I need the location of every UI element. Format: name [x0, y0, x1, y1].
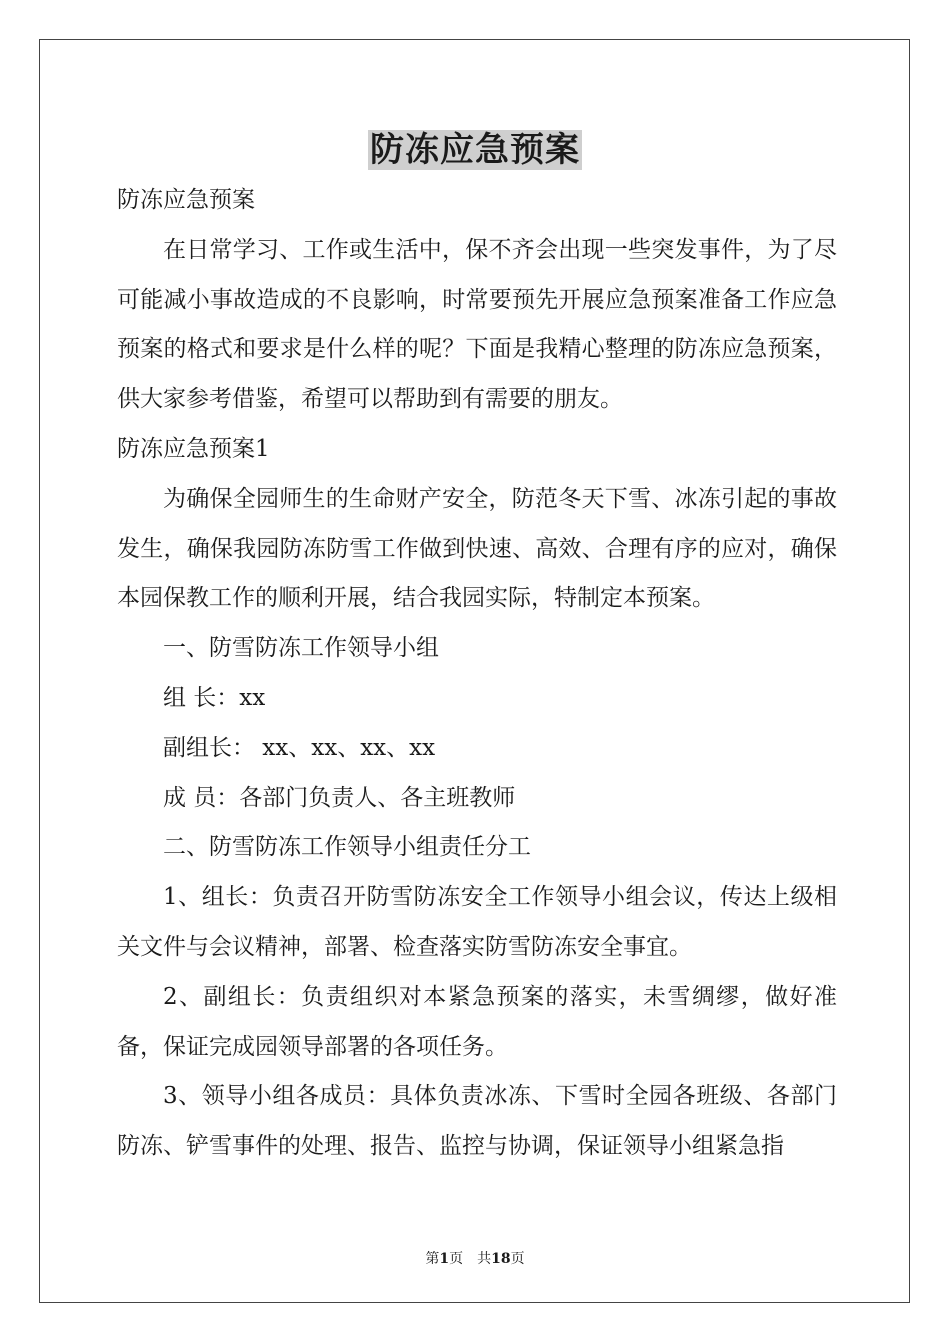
- body-paragraph: 二、防雪防冻工作领导小组责任分工: [163, 834, 531, 861]
- body-paragraph: 2、副组长：负责组织对本紧急预案的落实，未雪绸缪，做好准备，保证完成园领导部署的各项任务。: [117, 983, 837, 1060]
- footer-page-number: 1: [439, 1251, 450, 1267]
- page-footer: [0, 1248, 950, 1268]
- body-paragraph: 组 长：xx: [163, 684, 266, 711]
- document-title-text: 防冻应急预案: [370, 130, 580, 170]
- footer-middle: 页 共: [449, 1251, 492, 1267]
- footer-suffix: 页: [510, 1251, 525, 1267]
- body-paragraph: 在日常学习、工作或生活中，保不齐会出现一些突发事件，为了尽可能减小事故造成的不良影响，时常要预先开展应急预案准备工作应急预案的格式和要求是什么样的呢？下面是我精心整理的防冻应急预案，供大家参考借鉴，希望可以帮助到有需要的朋友。: [117, 236, 837, 413]
- body-paragraph: 1、组长：负责召开防雪防冻安全工作领导小组会议，传达上级相关文件与会议精神，部署、检查落实防雪防冻安全事宜。: [117, 884, 837, 960]
- document-title: [0, 126, 950, 174]
- body-paragraph: 防冻应急预案1: [117, 435, 270, 462]
- body-paragraph: 为确保全园师生的生命财产安全，防范冬天下雪、冰冻引起的事故发生，确保我园防冻防雪工作做到快速、高效、合理有序的应对，确保本园保教工作的顺利开展，结合我园实际，特制定本预案。: [117, 485, 837, 612]
- body-paragraph: 防冻应急预案: [117, 187, 255, 213]
- body-paragraph: 3、领导小组各成员：具体负责冰冻、下雪时全园各班级、各部门防冻、铲雪事件的处理、报告、监控与协调，保证领导小组紧急指: [117, 1083, 837, 1160]
- footer-prefix: 第: [425, 1251, 440, 1267]
- document-body: [117, 176, 837, 1172]
- body-paragraph: 副组长： xx、xx、xx、xx: [163, 734, 436, 761]
- body-paragraph: 一、防雪防冻工作领导小组: [163, 635, 439, 662]
- body-paragraph: 成 员：各部门负责人、各主班教师: [163, 784, 516, 811]
- footer-total-pages: 18: [491, 1251, 511, 1267]
